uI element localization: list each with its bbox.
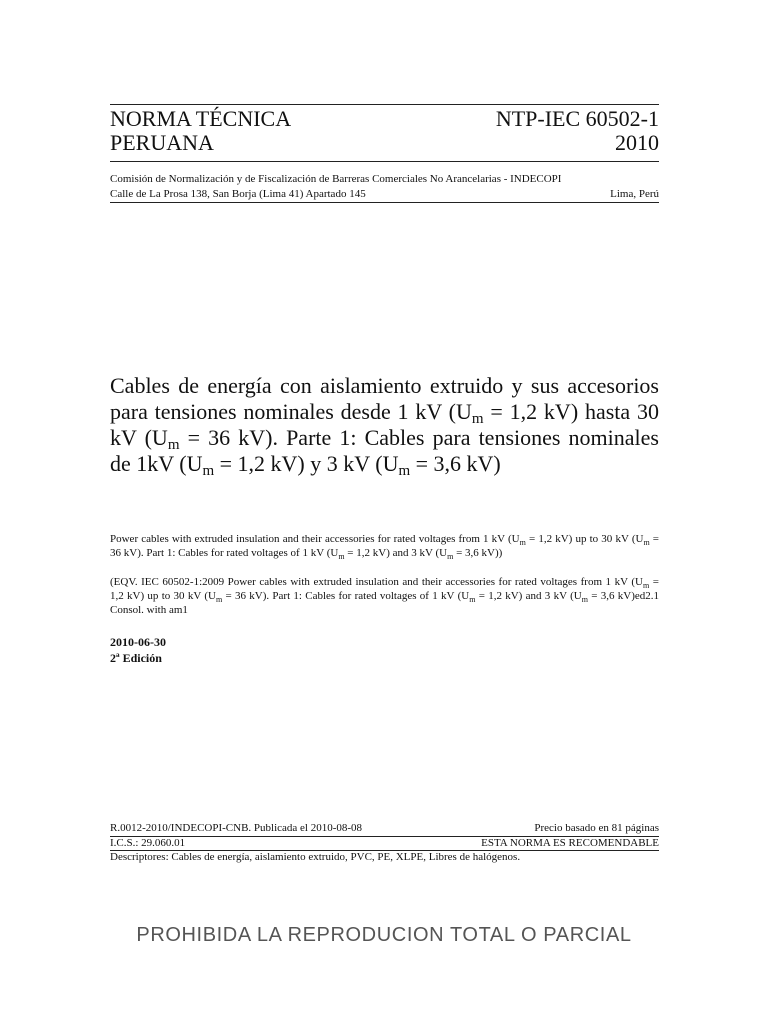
ics-code: I.C.S.: 29.060.01 [110,837,186,849]
organization-name: Comisión de Normalización y de Fiscalización de Barreras Comerciales No Arancelarias - INDECOPI [110,173,562,185]
peruana-label: PERUANA [110,130,214,155]
resolution-text: R.0012-2010/INDECOPI-CNB. Publicada el 2010-08-08 [110,822,363,834]
approval-date: 2010-06-30 [110,635,166,649]
descriptors-text: Descriptores: Cables de energía, aislamiento extruido, PVC, PE, XLPE, Libres de halógenos. [110,851,521,863]
header-top-rule [110,104,659,105]
organization-info [110,172,659,202]
document-title-en: Power cables with extruded insulation and their accessories for rated voltages from 1 kV ($U_m = 1,2$ kV) up to 30 kV ($U_m = 36$ kV). Part 1: Cables for rated voltages of 1 kV ($U_m = 1,2$ kV) and 3 kV ($U_m = 3,6$ kV)) [110,533,660,561]
document-title-es: Cables de energía con aislamiento extruido y sus accesorios para tensiones nominales desde 1 kV ($U_m = 1,2$ kV) hasta 30 kV ($U_m = 36$ kV). Parte 1: Cables para tensiones nominales de 1kV ($U_m = 1,2$ kV) y 3 kV ($U_m = 3,6$ kV) [110,373,659,479]
header-bottom-rule [110,202,659,203]
edition-label: 2ª Edición [110,651,162,665]
equivalence-statement: (EQV. IEC 60502-1:2009 Power cables with extruded insulation and their accessories for rated voltages from 1 kV ($U_m = 1,2$ kV) up to 30 kV ($U_m = 36$ kV). Part 1: Cables for rated voltages of 1 kV ($U_m = 1,2$ kV) and 3 kV ($U_m = 3,6$ kV)ed2.1 Consol. with am1 [110,576,660,616]
standard-code: NTP-IEC 60502-1 [495,106,659,131]
organization-city: Lima, Perú [610,188,659,200]
document-header [110,107,659,155]
standard-year: 2010 [615,130,659,155]
document-footer [110,822,659,864]
organization-address: Calle de La Prosa 138, San Borja (Lima 41) Apartado 145 [110,188,366,200]
prohibition-notice: PROHIBIDA LA REPRODUCION TOTAL O PARCIAL [136,924,632,946]
price-text: Precio basado en 81 páginas [534,822,659,834]
publication-date-block [110,634,166,666]
recommendation-text: ESTA NORMA ES RECOMENDABLE [481,837,659,849]
header-middle-rule [110,161,659,162]
norma-tecnica-label: NORMA TÉCNICA [110,106,292,131]
